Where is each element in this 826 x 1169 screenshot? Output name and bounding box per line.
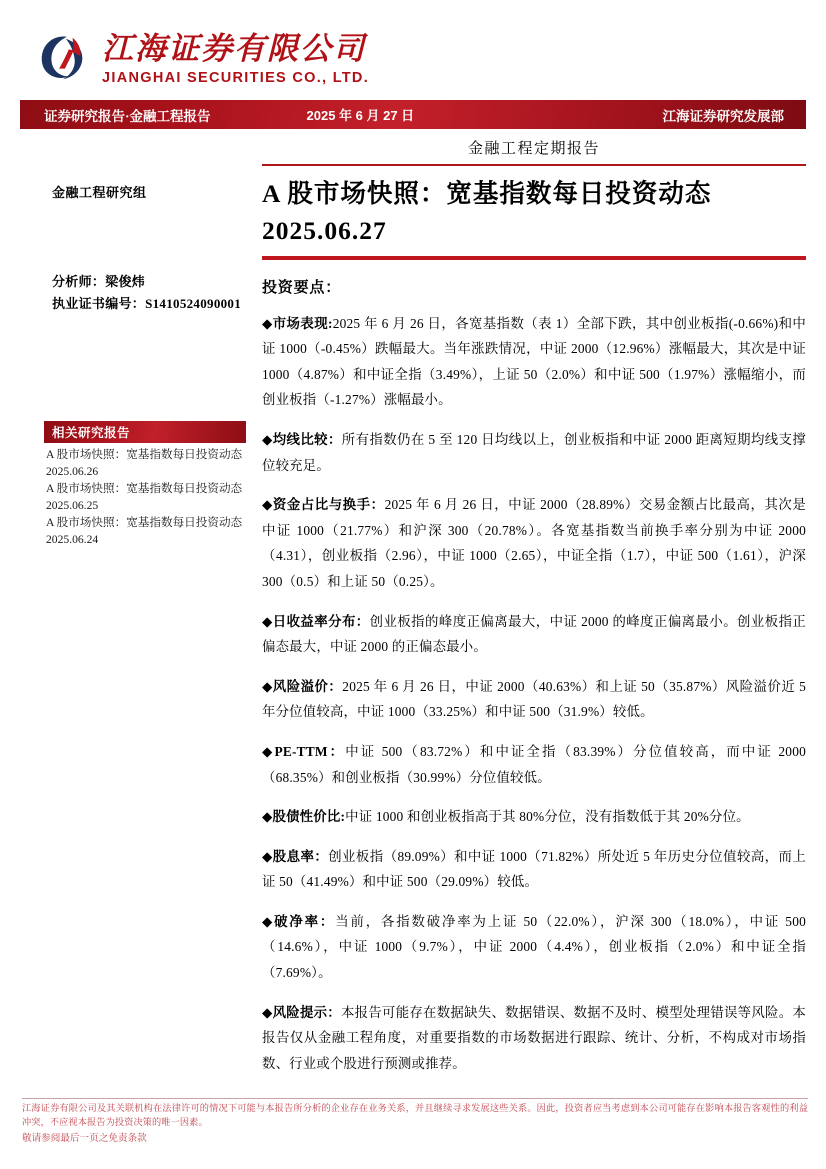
list-item[interactable]: A 股市场快照：宽基指数每日投资动态 2025.06.26 [46,448,243,478]
section-label: ◆股债性价比: [262,809,346,825]
footer-disclaimer: 江海证券有限公司及其关联机构在法律许可的情况下可能与本报告所分析的企业存在业务关系，并且继续寻求发展这些关系。因此，投资者应当考虑到本公司可能存在影响本报告客观性的利益冲突，不应视本报告为投资决策的唯一因素。 [22,1103,808,1127]
header-department: 江海证券研究发展部 [662,108,784,124]
investment-points-heading: 投资要点： [262,279,342,296]
section-market-performance [262,311,806,413]
company-logo-block [34,28,369,96]
footer-divider [22,1098,808,1099]
sidebar-analyst-block [52,271,246,315]
section-body: 创业板指（89.09%）和中证 1000（71.82%）所处近 5 年历史分位值较高，而上证 50（41.49%）和中证 500（29.09%）较低。 [262,848,806,890]
section-label: ◆均线比较： [262,431,342,447]
section-body: 当前，各指数破净率为上证 50（22.0%），沪深 300（18.0%），中证 500（14.6%），中证 1000（9.7%），中证 2000（4.4%），创业板指（2.0%）和中证全指（7.69%）。 [262,913,806,981]
main-content [262,138,806,1076]
section-label: ◆资金占比与换手： [262,497,385,513]
section-body: 中证 500（83.72%）和中证全指（83.39%）分位值较高，而中证 2000（68.35%）和创业板指（30.99%）分位值较低。 [262,743,806,785]
logo-wordmark [102,28,369,88]
section-dividend-yield [262,844,806,895]
section-pe-ttm [262,739,806,790]
section-label: ◆风险提示： [262,1004,341,1020]
section-label: ◆日收益率分布： [262,613,370,629]
section-label: ◆市场表现: [262,315,333,331]
header-report-type: 证券研究报告·金融工程报告 [44,108,211,124]
section-body: 中证 1000 和创业板指高于其 80%分位，没有指数低于其 20%分位。 [345,809,750,825]
section-below-net-asset-rate [262,909,806,986]
title-divider-thick [262,256,806,260]
analyst-name: 分析师：梁俊炜 [52,274,146,289]
sidebar [22,140,246,549]
sidebar-research-team: 金融工程研究组 [52,185,147,200]
title-divider-thin [262,164,806,166]
logo-name-en: JIANGHAI SECURITIES CO., LTD. [102,70,370,86]
section-label: ◆破净率： [262,913,336,929]
section-risk-premium [262,674,806,725]
logo-name-cn: 江海证券有限公司 [102,31,366,66]
page-footer [22,1098,808,1146]
list-item[interactable]: A 股市场快照：宽基指数每日投资动态 2025.06.24 [46,516,243,546]
related-reports-list [46,447,251,548]
page-title: A 股市场快照：宽基指数每日投资动态 2025.06.27 [262,178,712,245]
related-reports-title: 相关研究报告 [44,421,246,443]
section-body: 本报告可能存在数据缺失、数据错误、数据不及时、模型处理错误等风险。本报告仅从金融工程角度，对重要指数的市场数据进行跟踪、统计、分析，不构成对市场指数、行业或个股进行预测或推荐。 [262,1004,806,1071]
section-risk-warning [262,1000,806,1077]
section-body: 2025 年 6 月 26 日，各宽基指数（表 1）全部下跌，其中创业板指(-0.66%)和中证 1000（-0.45%）跌幅最大。当年涨跌情况，中证 2000（12.96%）涨幅最大，其次是中证 1000（4.87%）和中证全指（3.49%），上证 50（2.0%）和中证 500（1.97%）涨幅缩小，而创业板指（-1.27%）涨幅最小。 [262,315,806,408]
section-label: ◆风险溢价： [262,678,343,694]
jianghai-logo-icon [34,30,92,88]
report-header-bar [20,100,806,129]
section-capital-share-turnover [262,492,806,594]
section-body: 所有指数仍在 5 至 120 日均线以上，创业板指和中证 2000 距离短期均线支撑位较充足。 [262,431,807,473]
section-moving-average [262,427,806,478]
section-body: 创业板指的峰度正偏离最大，中证 2000 的峰度正偏离最小。创业板指正偏态最大，中证 2000 的正偏态最小。 [262,613,806,655]
section-equity-bond-ratio [262,804,806,830]
list-item[interactable]: A 股市场快照：宽基指数每日投资动态 2025.06.25 [46,482,243,512]
section-body: 2025 年 6 月 26 日，中证 2000（28.89%）交易金额占比最高，其次是中证 1000（21.77%）和沪深 300（20.78%）。各宽基指数当前换手率分别为中证 2000（4.31），创业板指（2.96），中证 1000（2.65），中证全指（1.7），中证 500（1.61），沪深 300（0.5）和上证 50（0.25）。 [262,497,806,589]
section-label: ◆股息率： [262,848,329,864]
header-date: 2025 年 6 月 27 日 [306,108,415,123]
section-label: ◆PE-TTM： [262,743,346,759]
section-daily-return-distribution [262,609,806,660]
section-body: 2025 年 6 月 26 日，中证 2000（40.63%）和上证 50（35.87%）风险溢价近 5 年分位值较高，中证 1000（33.25%）和中证 500（31.9%）较低。 [262,678,807,720]
analyst-license: 执业证书编号：S1410524090001 [52,296,242,311]
report-kicker: 金融工程定期报告 [467,141,600,157]
footer-note: 敬请参阅最后一页之免责条款 [22,1133,147,1144]
